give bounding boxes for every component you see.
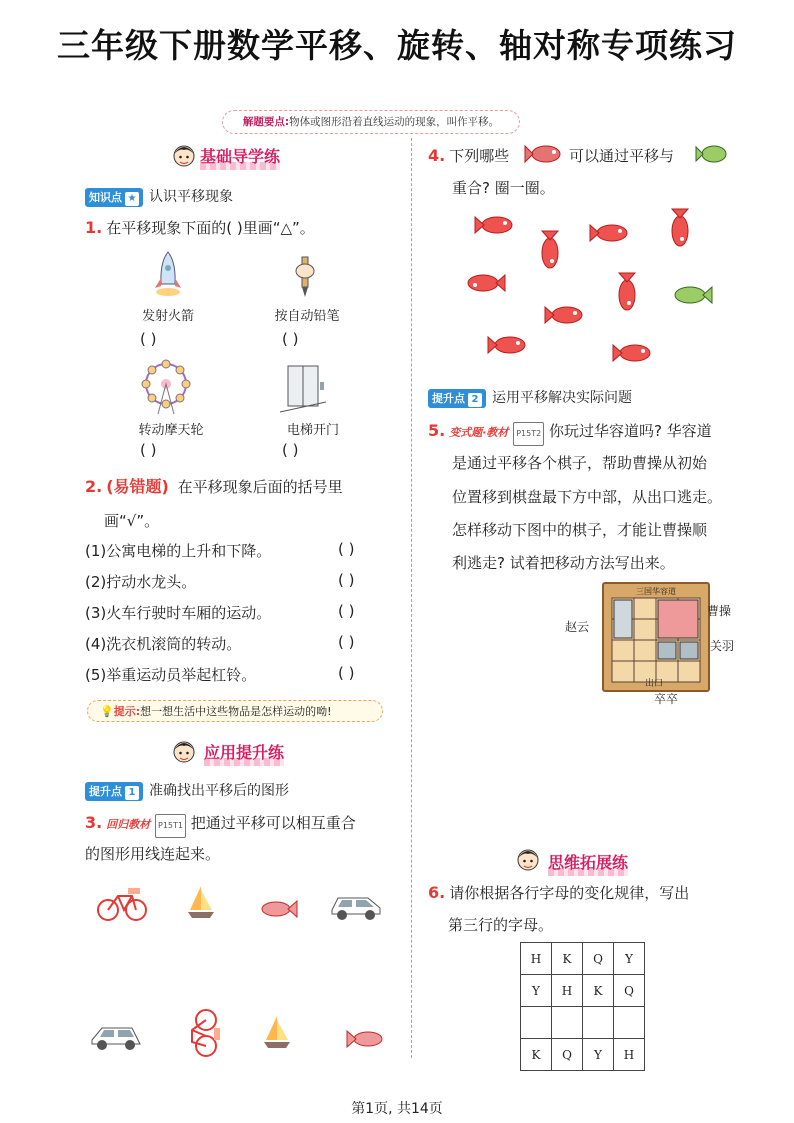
grid-cell: Q <box>552 1039 583 1071</box>
question-6-line2: 第三行的字母。 <box>448 916 554 934</box>
fish-item[interactable] <box>613 345 650 361</box>
answer-paren[interactable]: ( ) <box>140 330 157 348</box>
answer-paren[interactable]: ( ) <box>338 602 355 620</box>
label-guanyu: 关羽 <box>710 639 735 653</box>
item-label: 转动摩天轮 <box>138 423 204 438</box>
question-5-line: 怎样移动下图中的棋子，才能让曹操顺 <box>452 521 708 539</box>
student-face-icon <box>170 138 198 170</box>
question-4-line2: 重合? 圈一圈。 <box>452 179 555 197</box>
green-fish-icon <box>696 140 726 168</box>
grid-cell: Q <box>583 943 614 975</box>
rocket-icon <box>152 250 184 298</box>
lightbulb-icon: 💡 <box>100 705 114 718</box>
fish-item[interactable] <box>475 217 512 233</box>
grid-cell: H <box>521 943 552 975</box>
sailboat-icon <box>262 1014 292 1050</box>
improvement-point: 提升点 2 运用平移解决实际问题 <box>428 387 632 408</box>
question-3: 3. 回归教材 P15T1 把通过平移可以相互重合 <box>85 812 356 838</box>
grid-cell: Y <box>521 975 552 1007</box>
question-4: 4. 下列哪些 <box>428 146 510 165</box>
grid-cell: Y <box>583 1039 614 1071</box>
item-label: 按自动铅笔 <box>274 309 340 324</box>
question-2: 2. (易错题) 在平移现象后面的括号里 <box>85 477 343 496</box>
label-zuzu: 卒卒 <box>654 692 679 706</box>
grid-cell: H <box>552 975 583 1007</box>
hint-box: 💡提示:想一想生活中这些物品是怎样运动的呦! <box>87 700 383 722</box>
fish-item[interactable] <box>590 225 627 241</box>
elevator-door-icon <box>280 362 326 414</box>
answer-cell[interactable] <box>552 1007 583 1039</box>
fish-icon <box>260 898 298 920</box>
fish-item[interactable] <box>488 337 525 353</box>
answer-paren[interactable]: ( ) <box>282 330 299 348</box>
green-fish-item[interactable] <box>675 287 712 303</box>
answer-cell[interactable] <box>521 1007 552 1039</box>
key-point-box <box>222 110 520 134</box>
knowledge-point-tag: 知识点 ★ <box>85 188 143 207</box>
answer-paren[interactable]: ( ) <box>338 540 355 558</box>
fish-item[interactable] <box>619 273 635 310</box>
grid-cell: Q <box>614 975 645 1007</box>
section-heading-extension: 思维拓展练 <box>548 850 628 873</box>
answer-cell[interactable] <box>583 1007 614 1039</box>
answer-paren[interactable]: ( ) <box>338 571 355 589</box>
red-fish-icon <box>524 140 564 168</box>
bicycle-rotated-icon <box>184 1006 224 1060</box>
letter-grid <box>520 942 645 1071</box>
list-item: (1)公寓电梯的上升和下降。 <box>85 542 272 560</box>
list-item: (4)洗衣机滚筒的转动。 <box>85 635 242 653</box>
fish-icon <box>346 1028 384 1050</box>
question-1: 1. 在平移现象下面的( )里画“△”。 <box>85 218 315 237</box>
question-2-line2: 画“√”。 <box>104 512 160 530</box>
question-5-line: 利逃走? 试着把移动方法写出来。 <box>452 554 675 572</box>
question-6: 6. 请你根据各行字母的变化规律，写出 <box>428 883 690 902</box>
car-icon <box>88 1020 144 1052</box>
ferris-wheel-icon <box>140 360 192 416</box>
question-5: 5. 变式题·教材 P15T2 你玩过华容道吗? 华容道 <box>428 420 728 446</box>
knowledge-point: 知识点 ★ 认识平移现象 <box>85 186 233 207</box>
grid-cell: K <box>583 975 614 1007</box>
grid-cell: K <box>552 943 583 975</box>
car-icon <box>328 890 384 922</box>
label-caocao: 曹操 <box>707 604 732 618</box>
answer-paren[interactable]: ( ) <box>338 664 355 682</box>
column-divider <box>411 138 412 1058</box>
student-face-icon <box>514 842 542 874</box>
key-point-label: 解题要点: <box>242 116 290 128</box>
fish-item[interactable] <box>672 209 688 246</box>
question-4-mid: 可以通过平移与 <box>569 147 675 165</box>
grid-cell: H <box>614 1039 645 1071</box>
sailboat-icon <box>186 884 216 920</box>
question-5-line: 位置移到棋盘最下方中部，从出口逃走。 <box>452 488 723 506</box>
student-face-icon <box>170 734 198 766</box>
answer-paren[interactable]: ( ) <box>140 441 157 459</box>
list-item: (2)拧动水龙头。 <box>85 573 197 591</box>
answer-cell[interactable] <box>614 1007 645 1039</box>
fish-item[interactable] <box>468 275 505 291</box>
pencil-hand-icon <box>290 255 320 300</box>
board-title: 三国华容道 <box>636 587 676 596</box>
fish-item[interactable] <box>545 307 582 323</box>
section-heading-applied: 应用提升练 <box>204 740 284 763</box>
fish-item[interactable] <box>542 231 558 268</box>
improvement-point: 提升点 1 准确找出平移后的图形 <box>85 780 289 801</box>
list-item: (5)举重运动员举起杠铃。 <box>85 666 257 684</box>
question-3-line2: 的图形用线连起来。 <box>85 845 221 863</box>
page-title: 三年级下册数学平移、旋转、轴对称专项练习 <box>57 26 737 65</box>
answer-paren[interactable]: ( ) <box>338 633 355 651</box>
star-icon: ★ <box>125 192 139 206</box>
page-number: 第1页, 共14页 <box>351 1101 443 1117</box>
question-5-line: 是通过平移各个棋子，帮助曹操从初始 <box>452 454 708 472</box>
item-label: 电梯开门 <box>286 423 339 438</box>
grid-cell: Y <box>614 943 645 975</box>
list-item: (3)火车行驶时车厢的运动。 <box>85 604 272 622</box>
bicycle-icon <box>96 884 148 922</box>
label-exit: 出口 <box>645 679 664 689</box>
fish-scatter <box>455 205 730 375</box>
board-grid <box>612 598 700 682</box>
item-label: 发射火箭 <box>141 309 194 324</box>
label-zhaoyun: 赵云 <box>565 620 590 634</box>
grid-cell: K <box>521 1039 552 1071</box>
section-heading-basic: 基础导学练 <box>200 144 280 167</box>
answer-paren[interactable]: ( ) <box>282 441 299 459</box>
key-point-text: 物体或图形沿着直线运动的现象，叫作平移。 <box>289 116 500 128</box>
